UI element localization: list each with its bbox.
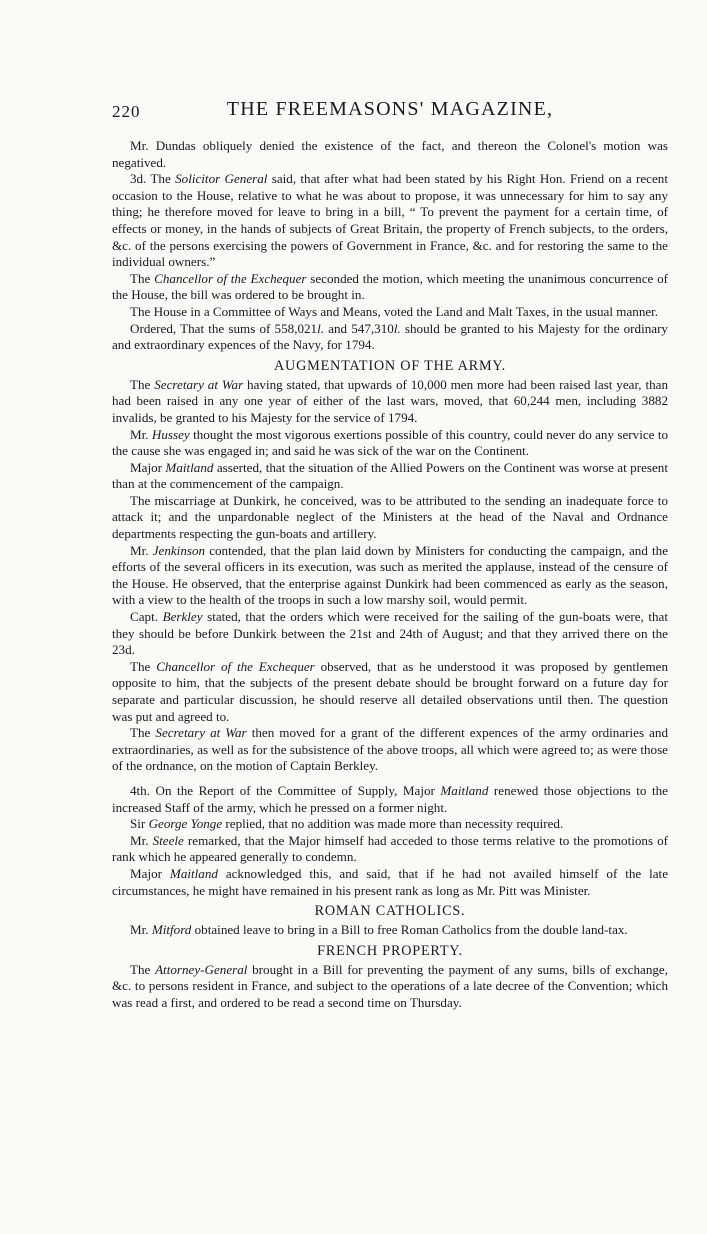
article-body bbox=[112, 138, 668, 1012]
paragraph: Mr. Steele remarked, that the Major himself had acceded to those terms relative to the promotions of rank which he appeared generally to condemn. bbox=[112, 832, 668, 865]
paragraph: Capt. Berkley stated, that the orders which were received for the sailing of the gun-boats were, that they should be before Dunkirk between the 21st and 24th of August; and that they arrived there on the 23d. bbox=[112, 609, 668, 658]
paragraph: 3d. The Solicitor General said, that after what had been stated by his Right Hon. Friend on a recent occasion to the House, relative to what he was about to propose, it was unnecessary for him to say any thing; he therefore moved for leave to bring in a bill, “ To prevent the payment for a certain time, of effects or money, in the hands of subjects of Great Britain, the property of French subjects, to the orders, &c. of the persons exercising the powers of Government in France, &c. and for restoring the same to the individual owners.” bbox=[112, 171, 668, 270]
paragraph: Sir George Yonge replied, that no addition was made more than necessity required. bbox=[130, 816, 564, 832]
paragraph: Major Maitland acknowledged this, and said, that if he had not availed himself of the late circumstances, he might have remained in his present rank as long as Mr. Pitt was Minister. bbox=[112, 865, 669, 898]
paragraph: Mr. Mitford obtained leave to bring in a Bill to free Roman Catholics from the double land-tax. bbox=[130, 922, 628, 938]
section-heading: ROMAN CATHOLICS. bbox=[314, 903, 466, 920]
paragraph: Ordered, That the sums of 558,021l. and 547,310l. should be granted to his Majesty for the ordinary and extraordinary expences of the Navy, for 1794. bbox=[112, 320, 668, 353]
page-number: 220 bbox=[112, 102, 141, 121]
running-title: THE FREEMASONS' MAGAZINE, bbox=[226, 98, 554, 120]
paragraph: The Attorney-General brought in a Bill for preventing the payment of any sums, bills of exchange, &c. to persons resident in France, and subject to the operations of a late decree of the Convention; which was read a first, and ordered to be read a second time on Thursday. bbox=[112, 961, 668, 1010]
paragraph: The miscarriage at Dunkirk, he conceived, was to be attributed to the sending an inadequate force to attack it; and the unpardonable neglect of the Ministers at the head of the Naval and Ordnance departments respecting the gun-boats and artillery. bbox=[112, 492, 668, 542]
paragraph: Mr. Dundas obliquely denied the existence of the fact, and thereon the Colonel's motion was negatived. bbox=[112, 138, 668, 170]
paragraph: Mr. Jenkinson contended, that the plan laid down by Ministers for conducting the campaign, and the efforts of the several officers in its execution, was such as merited the applause, instead of the censure of the House. He observed, that the enterprise against Dunkirk had been commenced as early as the season, with a view to the health of the troops in such a low marshy soil, would permit. bbox=[112, 542, 669, 608]
paragraph: The Secretary at War then moved for a grant of the different expences of the army ordinaries and extraordinaries, as well as for the subsistence of the above troops, all which were agreed to; as were those of the ordnance, on the motion of Captain Berkley. bbox=[112, 725, 668, 774]
section-heading: FRENCH PROPERTY. bbox=[317, 942, 463, 959]
paragraph: The Secretary at War having stated, that upwards of 10,000 men more had been raised last year, than had been raised in any one year of either of the last wars, moved, that 60,244 men, including 3882 invalids, be granted to his Majesty for the service of 1794. bbox=[112, 376, 668, 425]
section-heading: AUGMENTATION OF THE ARMY. bbox=[274, 357, 506, 374]
paragraph: The Chancellor of the Exchequer seconded the motion, which meeting the unanimous concurrence of the House, the bill was ordered to be brought in. bbox=[112, 270, 668, 303]
paragraph: The House in a Committee of Ways and Means, voted the Land and Malt Taxes, in the usual manner. bbox=[130, 303, 659, 319]
paragraph: Mr. Hussey thought the most vigorous exertions possible of this country, could never do any service to the cause she was engaged in; and said he was sick of the war on the Continent. bbox=[112, 426, 668, 459]
page-header bbox=[112, 98, 668, 124]
paragraph: The Chancellor of the Exchequer observed, that as he understood it was proposed by gentlemen opposite to him, that the subjects of the present debate should be brought forward on a future day for separate and particular discussion, he should reserve all detailed observations until then. The question was put and agreed to. bbox=[112, 658, 668, 724]
paragraph: 4th. On the Report of the Committee of Supply, Major Maitland renewed those objections to the increased Staff of the army, which he pressed on a former night. bbox=[112, 782, 668, 815]
paragraph: Major Maitland asserted, that the situation of the Allied Powers on the Continent was worse at present than at the commencement of the campaign. bbox=[112, 459, 668, 492]
